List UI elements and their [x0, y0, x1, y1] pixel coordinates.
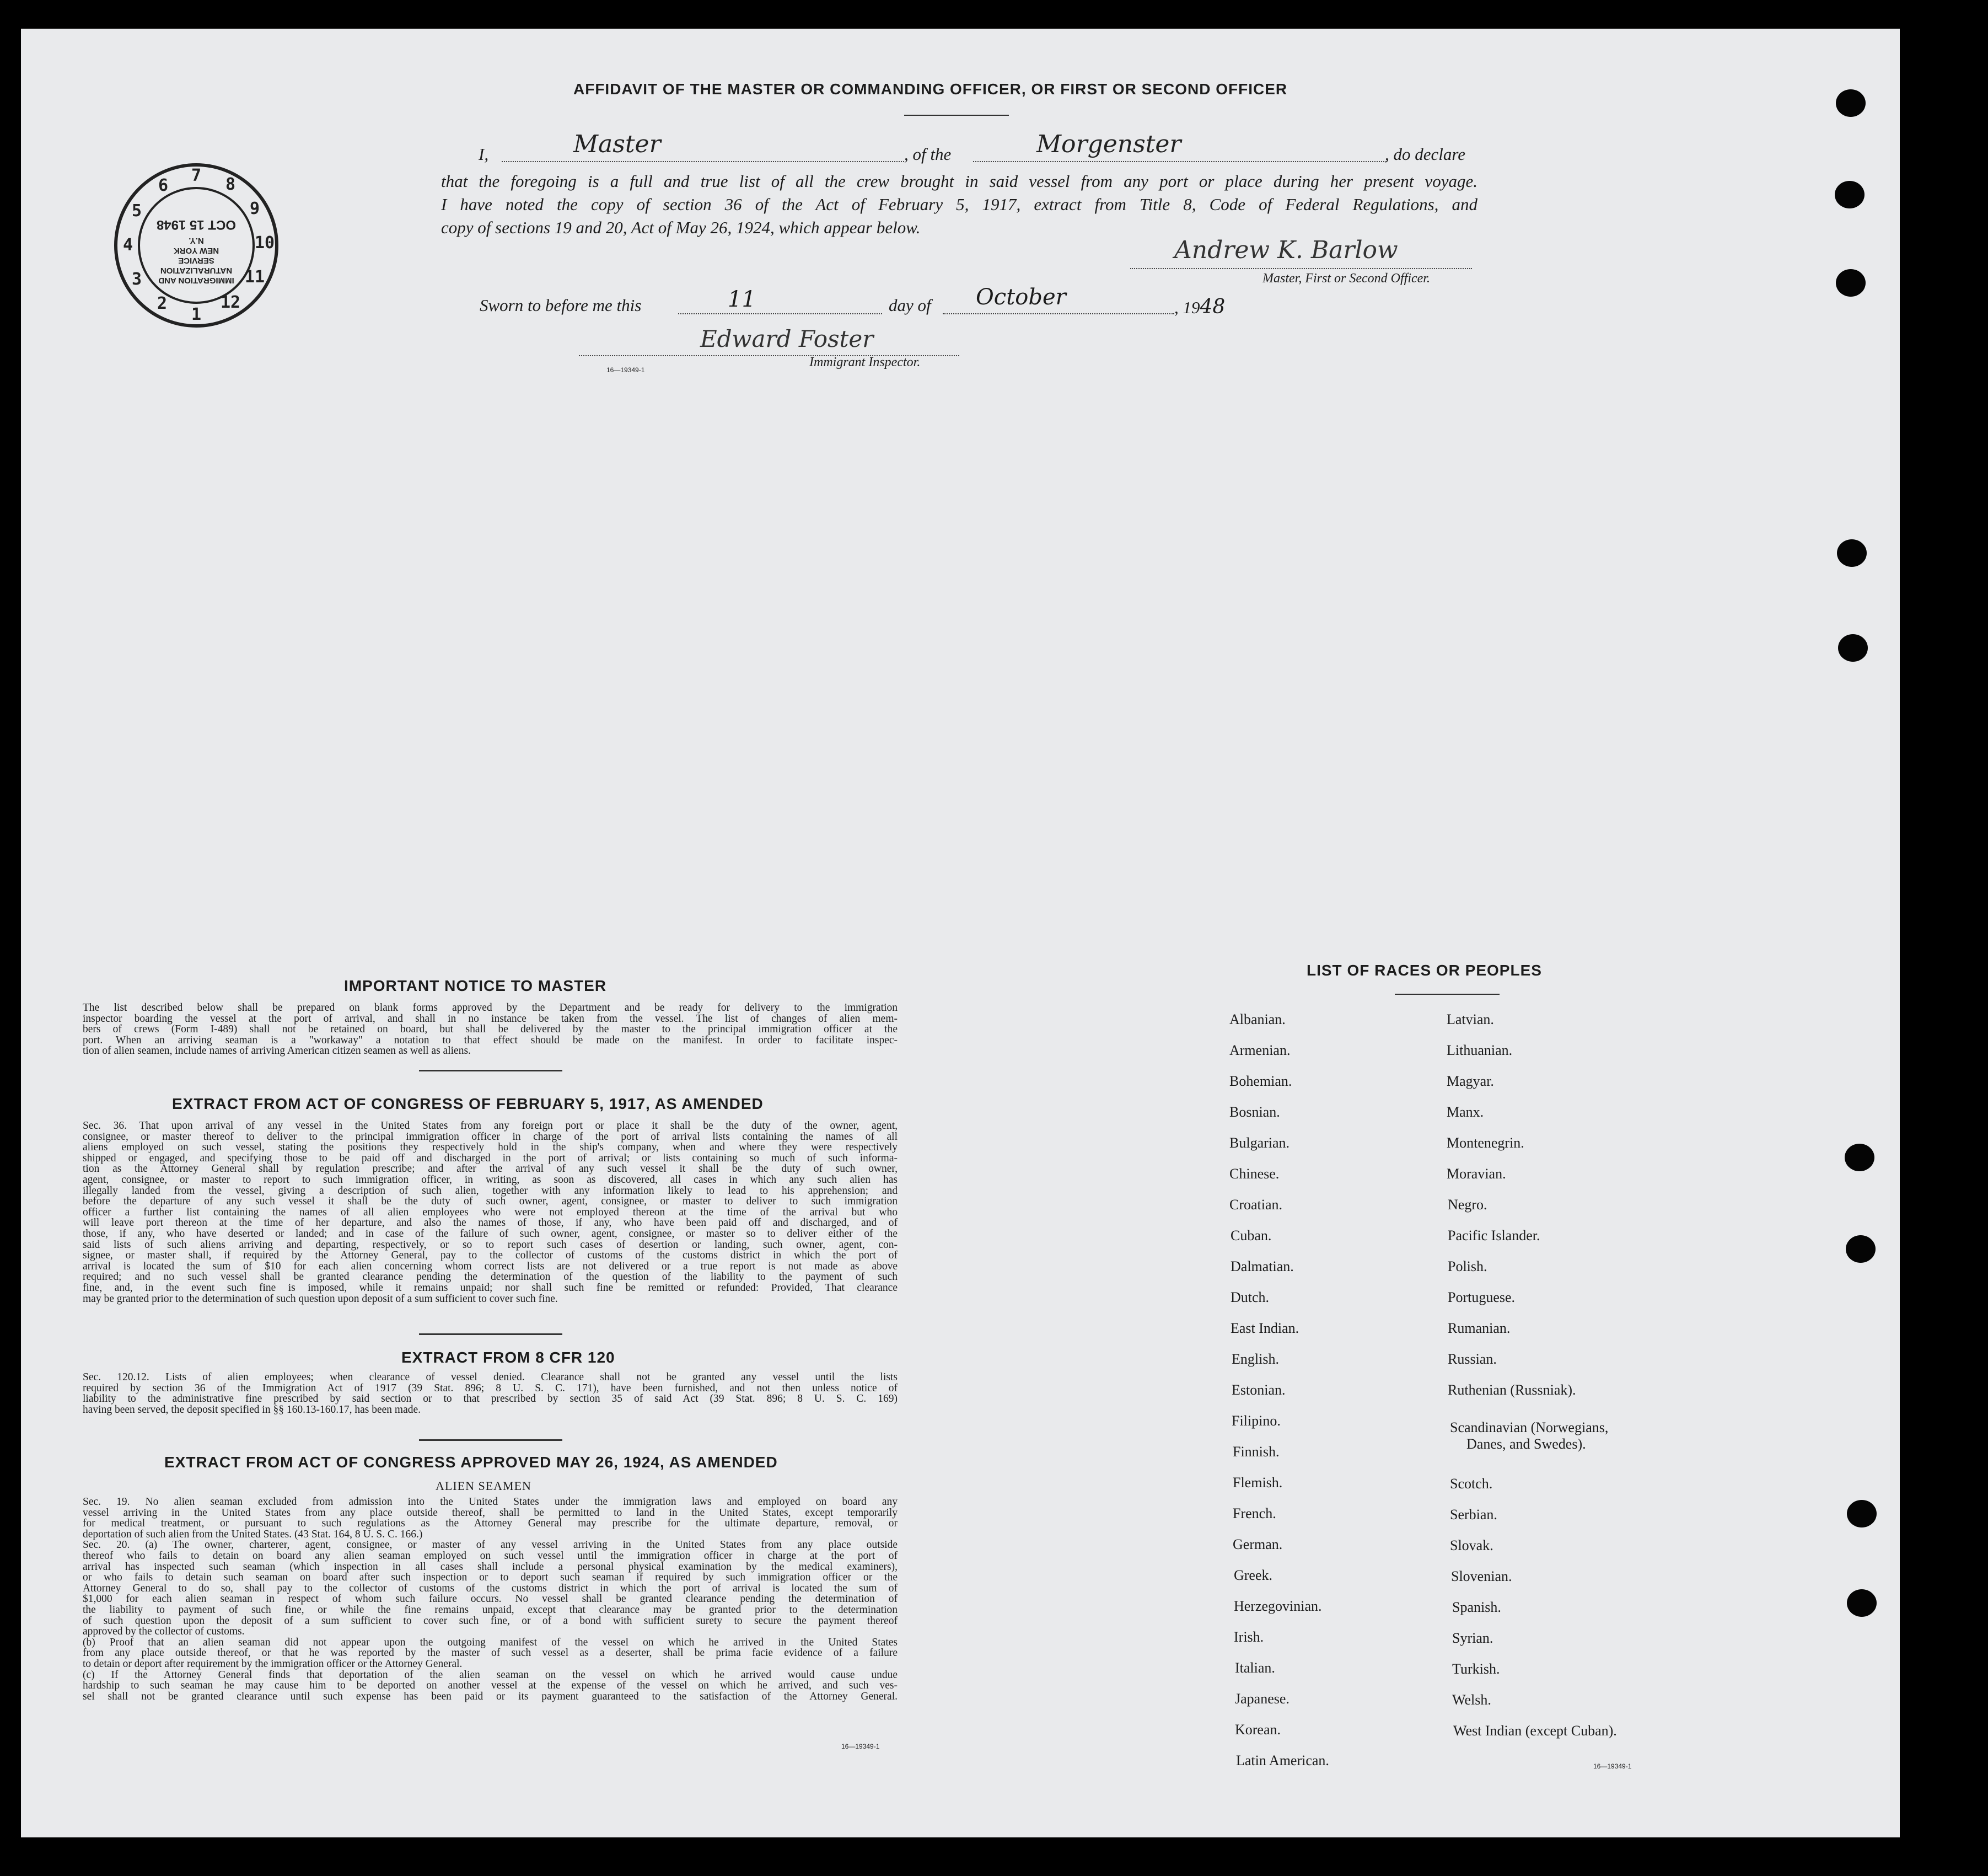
race-item: German.	[1233, 1536, 1283, 1552]
stamp-number: 4	[122, 235, 133, 255]
stamp-line: IMMIGRATION AND	[158, 276, 234, 285]
notice-line: bers of crews (Form I-489) shall not be retained on board, but shall be delivered by the master to the principal immigration officer at the	[83, 1023, 898, 1036]
race-item: Japanese.	[1235, 1691, 1289, 1707]
extract-1924-line: deportation of such alien from the United States. (43 Stat. 164, 8 U. S. C. 166.)	[83, 1528, 423, 1540]
extract-cfr-line: required by section 36 of the Immigration Act of 1917 (39 Stat. 896; 8 U. S. C. 171), have been furnished, and not then unless notice of	[83, 1382, 898, 1394]
punch-hole	[1846, 1235, 1876, 1263]
extract-1917-line: may be granted prior to the determination of such question upon deposit of a sum sufficient to cover such fine.	[83, 1293, 558, 1305]
race-item: Flemish.	[1233, 1475, 1283, 1491]
punch-hole	[1835, 181, 1865, 208]
notice-line: port. When an arriving seaman is a "workaway" a notation to that effect should be made on the manifest. In order to facilitate inspec-	[83, 1034, 898, 1046]
extract-1924-line: thereof who fails to detain on board any alien seaman employed on such vessel until the immigration officer in charge at the port of	[83, 1550, 898, 1562]
notice-line: inspector boarding the vessel at the port of arrival, and shall in no instance be taken from the vessel. The list of changes of alien mem-	[83, 1012, 898, 1025]
extract-1917-line: Sec. 36. That upon arrival of any vessel in the United States from any foreign port or place it shall be the duty of the owner, agent,	[83, 1120, 898, 1132]
race-item: East Indian.	[1231, 1320, 1299, 1336]
stamp-number: 11	[244, 267, 265, 287]
race-item: Pacific Islander.	[1448, 1228, 1540, 1243]
extract-1924-line: Sec. 20. (a) The owner, charterer, agent, consignee, or master of any vessel arriving in the United States from any place outside	[83, 1539, 898, 1551]
form-number: 16—19349-1	[1593, 1762, 1632, 1770]
race-item: Slovak.	[1450, 1537, 1493, 1553]
year-prefix: , 19	[1174, 298, 1200, 317]
extract-1917-line: signee, or master shall, if required by the Attorney General, pay to the collector of customs of the customs district in which the port of	[83, 1250, 898, 1262]
extract-cfr-line: liability to the administrative fine prescribed by said section or to that prescribed by section 35 of said Act (39 Stat. 896; 8 U. S. C. 169)	[83, 1393, 898, 1405]
extract-1924-line: (b) Proof that an alien seaman did not appear upon the outgoing manifest of the vessel on which he arrived in the United States	[83, 1636, 898, 1648]
race-item: Latin American.	[1236, 1752, 1329, 1768]
affidavit-declaration-line	[479, 144, 488, 164]
extract-cfr-line: Sec. 120.12. Lists of alien employees; when clearance of vessel denied. Clearance shall not be granted any vessel until the lists	[83, 1371, 898, 1383]
race-item: Manx.	[1447, 1104, 1484, 1120]
punch-hole	[1836, 269, 1866, 297]
notice-line: The list described below shall be prepared on blank forms approved by the Department and be ready for delivery to the immigration	[83, 1002, 898, 1014]
race-item: Korean.	[1235, 1722, 1281, 1738]
extract-cfr-title: EXTRACT FROM 8 CFR 120	[401, 1349, 615, 1366]
extract-1924-text	[83, 1497, 898, 1702]
stamp-line: NATURALIZATION	[160, 266, 233, 275]
stamp-number: 9	[249, 199, 260, 218]
extract-1924-line: arrival has inspected such seaman (which inspection in all cases shall include a personal physical examination by the medical examiners),	[83, 1561, 898, 1573]
year-label	[1174, 296, 1225, 318]
extract-1917-line: arrival is located the sum of $10 for each alien concerning whom correct lists are not delivered or a true report is not made as above	[83, 1260, 898, 1272]
month-blank	[943, 312, 1174, 314]
stamp-number: 2	[157, 294, 168, 313]
extract-1924-line: Sec. 19. No alien seaman excluded from admission into the United States under the immigration laws and employed on board any	[83, 1496, 898, 1508]
notice-line: tion of alien seamen, include names of arriving American citizen seamen as well as aliens.	[83, 1045, 471, 1057]
vessel-handwriting: Morgenster	[1036, 130, 1181, 158]
extract-1924-line: Attorney General to do so, shall pay to the collector of customs of the customs district in which the port of arrival is located the sum of	[83, 1582, 898, 1594]
stamp-number: 3	[131, 270, 142, 289]
race-item: Moravian.	[1447, 1166, 1506, 1182]
race-item: Serbian.	[1450, 1507, 1497, 1523]
extract-1917-line: said lists of such aliens arriving and departing, respectively, or so to report such cases of desertion or landing, such owner, agent, con-	[83, 1239, 898, 1251]
race-item: Italian.	[1235, 1660, 1275, 1676]
race-item: Chinese.	[1229, 1166, 1280, 1182]
sworn-label: Sworn to before me this	[480, 296, 642, 315]
race-item: Finnish.	[1233, 1444, 1280, 1460]
race-item: Polish.	[1448, 1258, 1487, 1274]
race-item: Scotch.	[1450, 1476, 1493, 1492]
extract-1924-line: or who fails to detain such seaman on board after such inspection or to deport such seaman if required by such immigration officer or the	[83, 1572, 898, 1584]
section-divider	[419, 1333, 562, 1335]
race-item: Greek.	[1234, 1567, 1273, 1583]
race-item: West Indian (except Cuban).	[1453, 1723, 1617, 1739]
extract-1917-line: illegally landed from the vessel, giving a description of such alien, together with any information likely to lead to his apprehension; and	[83, 1184, 898, 1197]
extract-1917-text	[83, 1121, 898, 1304]
extract-1917-line: agent, consignee, or master to report to such immigration officer, in writing, as soon as discovered, all cases in which any such alien has	[83, 1173, 898, 1186]
extract-1917-line: fine, and, in the event such fine is imposed, while it remains unpaid; nor shall such fine be remitted or refunded: Provided, That clearance	[83, 1282, 898, 1294]
race-item: Estonian.	[1232, 1382, 1286, 1398]
form-number: 16—19349-1	[606, 366, 645, 374]
stamp-line: N.Y.	[189, 236, 204, 245]
notice-title: IMPORTANT NOTICE TO MASTER	[344, 977, 607, 994]
race-item: Bohemian.	[1229, 1073, 1292, 1089]
name-handwriting: Master	[573, 130, 661, 158]
stamp-number: 10	[254, 233, 275, 253]
extract-cfr-text	[83, 1372, 898, 1415]
extract-1917-line: will leave port thereon at the time of her departure, and also the names of those, if any, who have been paid off and discharged, and of	[83, 1217, 898, 1229]
race-item: Turkish.	[1452, 1661, 1500, 1677]
extract-cfr-line: having been served, the deposit specified in §§ 160.13-160.17, has been made.	[83, 1403, 421, 1416]
race-item: Rumanian.	[1448, 1320, 1511, 1336]
race-item: Irish.	[1234, 1629, 1264, 1645]
stamp-number: 8	[225, 175, 236, 194]
race-item: Albanian.	[1229, 1011, 1286, 1027]
of-the-label: , of the	[904, 144, 952, 164]
race-item: Armenian.	[1229, 1042, 1291, 1058]
extract-1917-line: aliens employed on such vessel, stating the positions they respectively hold in the ship's company, when and where they were respectively	[83, 1141, 898, 1154]
extract-1924-line: hardship to such seaman he may cause him to be deported on another vessel at the expense of the vessel on which he arrived, and such ves-	[83, 1680, 898, 1692]
race-item: Magyar.	[1447, 1073, 1494, 1089]
immigration-stamp	[108, 160, 284, 331]
extract-1924-line: from any place outside thereof, or that he was reported by the master of such vessel as a deserter, shall be prima facie evidence of a failure	[83, 1647, 898, 1659]
month-handwriting: October	[976, 285, 1066, 310]
extract-1924-line: vessel arriving in the United States from any place outside thereof, shall be permitted to land in the United States, except temporarily	[83, 1507, 898, 1519]
year-handwriting: 48	[1200, 296, 1226, 318]
race-item: Dutch.	[1231, 1289, 1270, 1305]
extract-1924-line: (c) If the Attorney General finds that deportation of the alien seaman on the vessel on which he arrived would cause undue	[83, 1669, 898, 1681]
day-handwriting: 11	[728, 287, 756, 312]
form-number: 16—19349-1	[841, 1743, 880, 1750]
extract-1917-line: required; and no such vessel shall be granted clearance pending the determination of the question of the liability to the payment of such	[83, 1271, 898, 1283]
signature-blank	[1130, 267, 1472, 269]
stamp-number: 12	[220, 293, 241, 312]
i-label: I,	[479, 144, 489, 164]
punch-hole	[1847, 1589, 1877, 1617]
affidavit-body-line: copy of sections 19 and 20, Act of May 26, 1924, which appear below.	[441, 218, 921, 237]
race-item: French.	[1233, 1505, 1276, 1521]
stamp-line: NEW YORK	[173, 246, 219, 255]
stamp-number: 7	[191, 166, 202, 185]
extract-1917-line: tion as the Attorney General shall by regulation prescribe; and after the arrival of any such vessel it shall be the duty of such owner,	[83, 1163, 898, 1175]
race-item: Russian.	[1448, 1351, 1497, 1367]
race-item: Bulgarian.	[1229, 1135, 1290, 1151]
race-item: Croatian.	[1229, 1197, 1283, 1213]
master-signature: Andrew K. Barlow	[1174, 236, 1398, 264]
stamp-number: 6	[158, 176, 169, 195]
extract-1924-line: sel shall not be granted clearance until such expense has been paid or its payment guaranteed to the satisfaction of the Attorney General.	[83, 1690, 898, 1702]
extract-1917-line: consignee, or master thereof to deliver to the principal immigration officer in charge of the port of arrival lists containing the names of all	[83, 1130, 898, 1143]
extract-1917-line: those, if any, who have deserted or landed; and in case of the failure of such owner, agent, consignee, or master so to deliver either of the	[83, 1228, 898, 1240]
punch-hole	[1837, 539, 1867, 567]
affidavit-title: AFFIDAVIT OF THE MASTER OR COMMANDING OFFICER, OR FIRST OR SECOND OFFICER	[573, 81, 1288, 98]
punch-hole	[1845, 1144, 1874, 1171]
extract-1917-line: before the departure of any such vessel it shall be the duty of such owner, agent, consignee, or master to deliver to such immigration	[83, 1196, 898, 1208]
race-item: Cuban.	[1231, 1228, 1272, 1243]
race-item: Herzegovinian.	[1234, 1598, 1322, 1614]
race-item: Bosnian.	[1229, 1104, 1280, 1120]
punch-hole	[1847, 1500, 1877, 1527]
extract-1924-subtitle: ALIEN SEAMEN	[436, 1479, 531, 1493]
race-item: Slovenian.	[1451, 1568, 1512, 1584]
affidavit-body-line: I have noted the copy of section 36 of the Act of February 5, 1917, extract from Title 8, Code of Federal Regulations, and	[441, 195, 1477, 214]
title-divider	[904, 115, 1009, 116]
race-item: Welsh.	[1452, 1692, 1491, 1708]
stamp-number: 1	[191, 305, 202, 324]
race-item: Lithuanian.	[1447, 1042, 1513, 1058]
do-declare-label: , do declare	[1385, 144, 1466, 164]
race-item: Latvian.	[1447, 1011, 1494, 1027]
extract-1917-line: shipped or engaged, and specifying those to be paid off and discharged in the port of arrival; or lists containing so much of such informa-	[83, 1152, 898, 1164]
extract-1924-title: EXTRACT FROM ACT OF CONGRESS APPROVED MAY 26, 1924, AS AMENDED	[164, 1454, 778, 1471]
extract-1924-line: $1,000 for each alien seaman in respect of whom such failure occurs. No vessel shall be granted clearance pending the determination of	[83, 1593, 898, 1605]
race-item: Filipino.	[1232, 1413, 1281, 1429]
races-title: LIST OF RACES OR PEOPLES	[1307, 962, 1542, 979]
stamp-number: 5	[131, 201, 142, 221]
extract-1917-line: officer a further list containing the names of all alien employees who were not employed thereon at the time of the arrival but who	[83, 1206, 898, 1218]
day-of-label: day of	[889, 296, 931, 315]
section-divider	[419, 1070, 562, 1071]
race-item: Negro.	[1448, 1197, 1487, 1213]
punch-hole	[1838, 634, 1868, 662]
races-divider	[1395, 994, 1500, 995]
race-item: English.	[1232, 1351, 1279, 1367]
extract-1924-line: approved by the collector of customs.	[83, 1626, 245, 1638]
notice-text	[83, 1003, 898, 1057]
stamp-date: OCT 15 1948	[156, 217, 237, 232]
race-item: Montenegrin.	[1447, 1135, 1524, 1151]
race-item: Ruthenian (Russniak).	[1448, 1382, 1576, 1398]
affidavit-body-line: that the foregoing is a full and true list of all the crew brought in said vessel from any port or place during her present voyage.	[441, 171, 1477, 191]
signature-caption: Master, First or Second Officer.	[1262, 271, 1430, 286]
race-item: Syrian.	[1452, 1630, 1493, 1646]
race-item: Dalmatian.	[1231, 1258, 1294, 1274]
race-item: Portuguese.	[1448, 1289, 1516, 1305]
vessel-blank	[973, 160, 1387, 162]
punch-hole	[1836, 89, 1866, 117]
inspector-signature: Edward Foster	[700, 325, 874, 352]
race-item: Danes, and Swedes).	[1466, 1436, 1586, 1452]
day-blank	[678, 312, 882, 314]
extract-1917-title: EXTRACT FROM ACT OF CONGRESS OF FEBRUARY 5, 1917, AS AMENDED	[172, 1095, 764, 1112]
extract-1924-line: of such question upon the deposit of a sum sufficient to cover such fine, or of a bond with sufficient surety to secure the payment thereof	[83, 1615, 898, 1627]
name-blank	[502, 160, 904, 162]
stamp-line: SERVICE	[178, 256, 214, 265]
extract-1924-line: to detain or deport after requirement by the immigration officer or the Attorney General.	[83, 1658, 463, 1670]
race-item: Spanish.	[1452, 1599, 1501, 1615]
race-item: Scandinavian (Norwegians,	[1450, 1419, 1609, 1435]
section-divider	[419, 1439, 562, 1441]
extract-1924-line: for medical treatment, or pursuant to such regulations as the Attorney General may prescribe for the ultimate departure, removal, or	[83, 1518, 898, 1530]
extract-1924-line: the liability to payment of such fine, or while the fine remains unpaid, except that clearance may be granted prior to the determination	[83, 1604, 898, 1616]
affidavit-body	[441, 170, 1477, 239]
inspector-caption: Immigrant Inspector.	[809, 355, 921, 369]
